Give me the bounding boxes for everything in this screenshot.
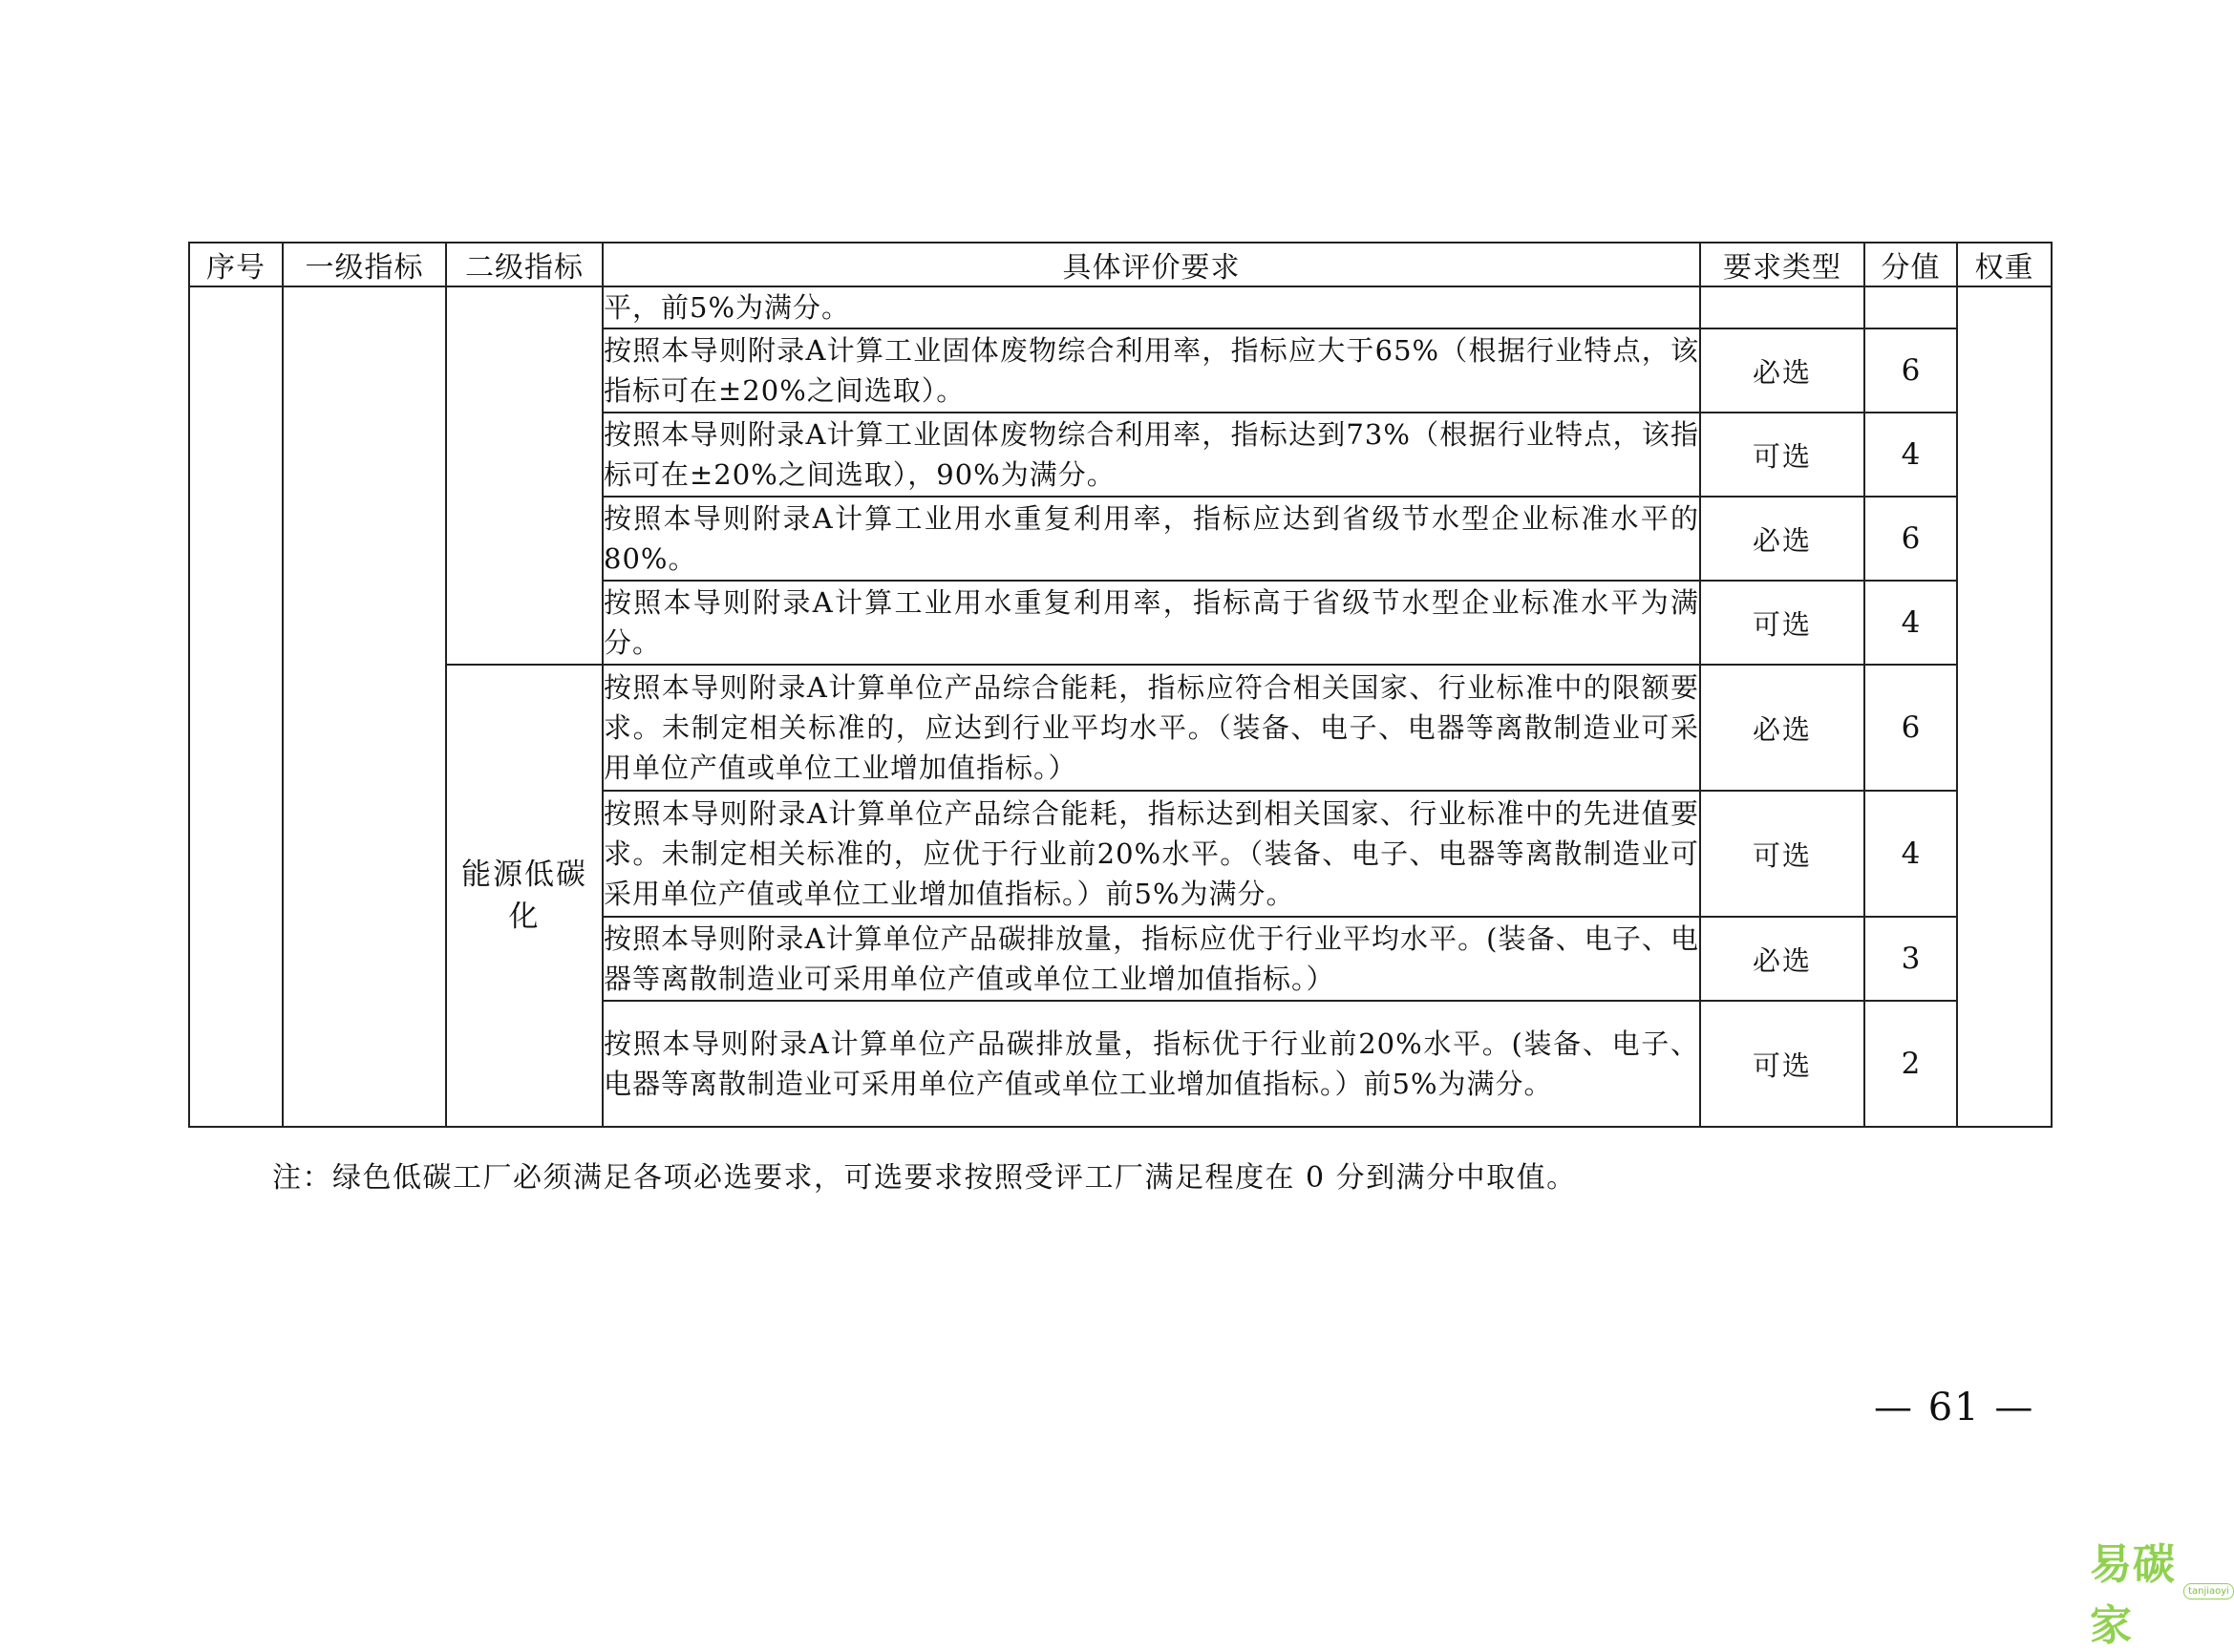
page-number: — 61 — [1874, 1386, 2035, 1430]
requirement-cell: 按照本导则附录A计算工业用水重复利用率，指标应达到省级节水型企业标准水平的80%。 [603, 497, 1700, 581]
header-score: 分值 [1864, 243, 1957, 286]
header-level1: 一级指标 [283, 243, 446, 286]
weight-cell [1957, 286, 2052, 1127]
requirement-cell: 平，前5%为满分。 [603, 286, 1700, 328]
type-cell: 必选 [1700, 917, 1864, 1001]
type-cell: 可选 [1700, 791, 1864, 917]
evaluation-table [188, 242, 2053, 1128]
header-index: 序号 [189, 243, 283, 286]
score-cell: 6 [1864, 665, 1957, 791]
score-cell: 2 [1864, 1001, 1957, 1127]
type-cell: 可选 [1700, 413, 1864, 497]
header-level2: 二级指标 [446, 243, 603, 286]
requirement-cell: 按照本导则附录A计算单位产品碳排放量，指标优于行业前20%水平。(装备、电子、电器等离散制造业可采用单位产值或单位工业增加值指标。）前5%为满分。 [603, 1001, 1700, 1127]
requirement-cell: 按照本导则附录A计算单位产品综合能耗，指标达到相关国家、行业标准中的先进值要求。未制定相关标准的，应优于行业前20%水平。（装备、电子、电器等离散制造业可采用单位产值或单位工业增加值指标。）前5%为满分。 [603, 791, 1700, 917]
score-cell [1864, 286, 1957, 328]
score-cell: 4 [1864, 413, 1957, 497]
watermark-mark: 易碳家 [2090, 1540, 2176, 1650]
level1-cell [283, 286, 446, 1127]
type-cell: 必选 [1700, 665, 1864, 791]
level2-cell-energy-low-carbon: 能源低碳化 [446, 665, 603, 1127]
type-cell: 可选 [1700, 1001, 1864, 1127]
requirement-cell: 按照本导则附录A计算单位产品综合能耗，指标应符合相关国家、行业标准中的限额要求。未制定相关标准的，应达到行业平均水平。（装备、电子、电器等离散制造业可采用单位产值或单位工业增加值指标。） [603, 665, 1700, 791]
score-cell: 4 [1864, 581, 1957, 665]
level2-cell-continued [446, 286, 603, 665]
index-cell [189, 286, 283, 1127]
requirement-cell: 按照本导则附录A计算工业固体废物综合利用率，指标达到73%（根据行业特点，该指标可在±20%之间选取），90%为满分。 [603, 413, 1700, 497]
score-cell: 4 [1864, 791, 1957, 917]
watermark-badge: tanjiaoyi [2183, 1583, 2234, 1599]
requirement-cell: 按照本导则附录A计算工业用水重复利用率，指标高于省级节水型企业标准水平为满分。 [603, 581, 1700, 665]
table-header-row [189, 243, 2052, 286]
score-cell: 3 [1864, 917, 1957, 1001]
type-cell: 必选 [1700, 497, 1864, 581]
type-cell: 可选 [1700, 581, 1864, 665]
table-footnote: 注：绿色低碳工厂必须满足各项必选要求，可选要求按照受评工厂满足程度在 0 分到满分中取值。 [272, 1161, 1577, 1195]
requirement-cell: 按照本导则附录A计算工业固体废物综合利用率，指标应大于65%（根据行业特点，该指标可在±20%之间选取）。 [603, 328, 1700, 413]
type-cell: 必选 [1700, 328, 1864, 413]
header-weight: 权重 [1957, 243, 2052, 286]
type-cell [1700, 286, 1864, 328]
score-cell: 6 [1864, 328, 1957, 413]
table-row [189, 286, 2052, 328]
requirement-cell: 按照本导则附录A计算单位产品碳排放量，指标应优于行业平均水平。(装备、电子、电器等离散制造业可采用单位产值或单位工业增加值指标。） [603, 917, 1700, 1001]
header-requirement: 具体评价要求 [603, 243, 1700, 286]
header-type: 要求类型 [1700, 243, 1864, 286]
score-cell: 6 [1864, 497, 1957, 581]
watermark-logo [2090, 1530, 2234, 1652]
table-row [189, 665, 2052, 791]
